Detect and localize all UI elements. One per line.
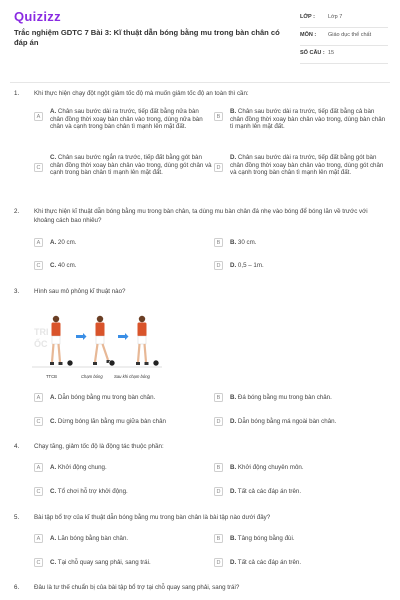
svg-text:TRI: TRI [34, 327, 49, 337]
option-content: Chân sau bước dài ra trước, tiếp đất bằng cả bàn chân đồng thời xoay bàn chân vào trong, dùng bàn chân tì mạnh lên mặt đất. [230, 108, 386, 131]
option-content: Chân sau bước ngắn ra trước, tiếp đất bằng gót bàn chân đồng thời xoay bàn chân vào trong, dùng gót chân và cạnh trong bàn chân tì mạnh lên mặt đất. [50, 154, 212, 177]
option-label: C. [50, 154, 57, 161]
option-content: Tất cả các đáp án trên. [237, 488, 302, 495]
option-label: A. [50, 394, 57, 401]
option-label: A. [50, 239, 57, 246]
option-content: 20 cm. [57, 239, 77, 246]
answer-option-a[interactable] [34, 393, 210, 403]
question-3-options [14, 393, 386, 425]
option-letter-box: D [214, 417, 223, 426]
option-text [50, 394, 155, 402]
option-content: Tổ chơi hỗ trợ khởi động. [57, 488, 128, 495]
option-content: Chân sau bước dài ra trước, tiếp đất bằng nửa bàn chân đồng thời xoay bàn chân vào trong, dùng nửa bàn chân và cạnh trong bàn chân tì mạnh lên mặt đất. [50, 108, 203, 131]
meta-value: Lớp 7 [328, 14, 343, 20]
option-label: A. [50, 464, 57, 471]
option-content: 30 cm. [237, 239, 257, 246]
dribbling-figure [32, 305, 162, 385]
answer-option-b[interactable] [214, 108, 386, 144]
answer-option-d[interactable] [214, 558, 386, 568]
option-text [230, 559, 301, 567]
question-5 [14, 514, 386, 574]
option-letter-box: D [214, 558, 223, 567]
option-content: Tại chỗ quay sang phải, sang trái. [57, 559, 151, 566]
answer-option-a[interactable] [34, 534, 210, 544]
option-letter-box: A [34, 112, 43, 121]
option-letter-box: D [214, 487, 223, 496]
option-label: B. [230, 394, 237, 401]
option-content: Dừng bóng lăn bằng mu giữa bàn chân [57, 418, 166, 425]
meta-key: SỐ CÂU : [300, 50, 325, 56]
option-text [230, 418, 336, 426]
meta-panel [300, 10, 388, 64]
answer-option-c[interactable] [34, 487, 210, 497]
question-number: 1. [14, 90, 20, 97]
option-text [50, 464, 107, 472]
option-letter-box: C [34, 417, 43, 426]
option-text [230, 535, 295, 543]
option-content: Đá bóng bằng mu trong bàn chân. [237, 394, 332, 401]
answer-option-c[interactable] [34, 261, 210, 271]
quizizz-logo: Quizizz [14, 9, 61, 24]
option-text [230, 262, 264, 270]
answer-option-d[interactable] [214, 261, 386, 271]
caption-after-touch: Sau khi chạm bóng [114, 374, 150, 379]
answer-option-b[interactable] [214, 534, 386, 544]
option-letter-box: B [214, 463, 223, 472]
meta-key: MÔN : [300, 32, 317, 38]
option-label: D. [230, 559, 237, 566]
option-content: Dẫn bóng bằng má ngoài bàn chân. [237, 418, 337, 425]
header-divider [10, 82, 390, 83]
option-content: Khởi động chuyên môn. [237, 464, 304, 471]
option-text [50, 262, 77, 270]
option-letter-box: B [214, 393, 223, 402]
question-3 [14, 288, 386, 298]
question-6 [14, 584, 386, 594]
option-letter-box: A [34, 463, 43, 472]
answer-option-d[interactable] [214, 154, 386, 190]
question-1 [14, 90, 386, 200]
option-text [230, 488, 301, 496]
meta-key: LỚP : [300, 14, 315, 20]
answer-option-a[interactable] [34, 463, 210, 473]
option-text [50, 535, 128, 543]
option-label: A. [50, 108, 57, 115]
option-text [230, 239, 257, 247]
option-text [50, 488, 128, 496]
question-number: 2. [14, 208, 20, 215]
option-content: 0,5 – 1m. [237, 262, 264, 269]
option-content: Dẫn bóng bằng mu trong bàn chân. [57, 394, 156, 401]
answer-option-b[interactable] [214, 393, 386, 403]
answer-option-b[interactable] [214, 238, 386, 248]
meta-row-subject [300, 28, 388, 46]
option-label: C. [50, 262, 57, 269]
answer-option-d[interactable] [214, 417, 386, 427]
option-letter-box: A [34, 534, 43, 543]
option-text [50, 154, 212, 177]
meta-row-count [300, 46, 388, 64]
worksheet-header [0, 0, 400, 78]
option-text [50, 559, 151, 567]
answer-option-c[interactable] [34, 417, 210, 427]
option-letter-box: B [214, 534, 223, 543]
option-letter-box: B [214, 238, 223, 247]
question-text: Khi thực hiện chạy đột ngột giảm tốc độ mà muốn giảm tốc độ an toàn thì cần: [34, 90, 249, 97]
option-letter-box: C [34, 487, 43, 496]
option-content: Chân sau bước dài ra trước, tiếp đất bằng gót bàn chân đồng thời xoay bàn chân vào trong, dùng gót chân và cạnh trong bàn chân tì mạnh lên mặt đất. [230, 154, 384, 177]
answer-option-c[interactable] [34, 558, 210, 568]
question-number: 6. [14, 584, 20, 591]
option-text [230, 108, 386, 131]
page-title: Trắc nghiệm GDTC 7 Bài 3: Kĩ thuật dẫn bóng bằng mu trong bàn chân có đáp án [14, 28, 280, 47]
question-2 [14, 208, 386, 278]
question-number: 3. [14, 288, 20, 295]
option-label: C. [50, 559, 57, 566]
option-text [50, 418, 166, 426]
option-letter-box: D [214, 163, 223, 172]
option-letter-box: C [34, 163, 43, 172]
answer-option-c[interactable] [34, 154, 210, 190]
option-text [230, 154, 386, 177]
option-letter-box: D [214, 261, 223, 270]
option-content: 40 cm. [57, 262, 77, 269]
option-text [230, 394, 332, 402]
question-text: Hình sau mô phỏng kĩ thuật nào? [34, 288, 126, 295]
option-label: D. [230, 488, 237, 495]
question-number: 4. [14, 443, 20, 450]
option-content: Tất cả các đáp án trên. [237, 559, 302, 566]
option-text [230, 464, 304, 472]
option-content: Lăn bóng bằng bàn chân. [57, 535, 129, 542]
option-label: D. [230, 262, 237, 269]
option-content: Khởi động chung. [57, 464, 107, 471]
option-letter-box: C [34, 558, 43, 567]
option-label: A. [50, 535, 57, 542]
option-letter-box: C [34, 261, 43, 270]
question-text: Chạy tăng, giảm tốc độ là động tác thuộc phần: [34, 443, 164, 450]
question-text: Khi thực hiện kĩ thuật dẫn bóng bằng mu trong bàn chân, ta dùng mu bàn chân đá nhẹ vào bóng để bóng lăn về trước với khoảng cách bao nhiêu? [34, 208, 368, 224]
option-letter-box: A [34, 238, 43, 247]
meta-value: Giáo dục thể chất [328, 32, 372, 38]
svg-text:ỐC: ỐC [34, 339, 48, 349]
option-label: C. [50, 488, 57, 495]
question-text: Bài tập bổ trợ của kĩ thuật dẫn bóng bằng mu trong bàn chân là bài tập nào dưới đây? [34, 514, 271, 521]
meta-value: 15 [328, 50, 335, 56]
option-text [50, 108, 212, 131]
answer-option-b[interactable] [214, 463, 386, 473]
answer-option-a[interactable] [34, 108, 210, 144]
option-text [50, 239, 77, 247]
option-label: B. [230, 108, 237, 115]
meta-row-class [300, 10, 388, 28]
option-label: B. [230, 239, 237, 246]
dribbling-illustration [32, 305, 162, 385]
caption-ttcb: TTCB [46, 374, 57, 379]
answer-option-a[interactable] [34, 238, 210, 248]
answer-option-d[interactable] [214, 487, 386, 497]
option-label: C. [50, 418, 57, 425]
option-label: B. [230, 464, 237, 471]
option-label: D. [230, 418, 237, 425]
caption-touch: Chạm bóng [81, 374, 103, 379]
question-text: Đâu là tư thế chuẩn bị của bài tập bổ trợ tại chỗ quay sang phải, sang trái? [34, 584, 240, 591]
option-label: D. [230, 154, 237, 161]
question-number: 5. [14, 514, 20, 521]
option-letter-box: A [34, 393, 43, 402]
option-letter-box: B [214, 112, 223, 121]
option-content: Tâng bóng bằng đùi. [237, 535, 295, 542]
option-label: B. [230, 535, 237, 542]
question-4 [14, 443, 386, 503]
